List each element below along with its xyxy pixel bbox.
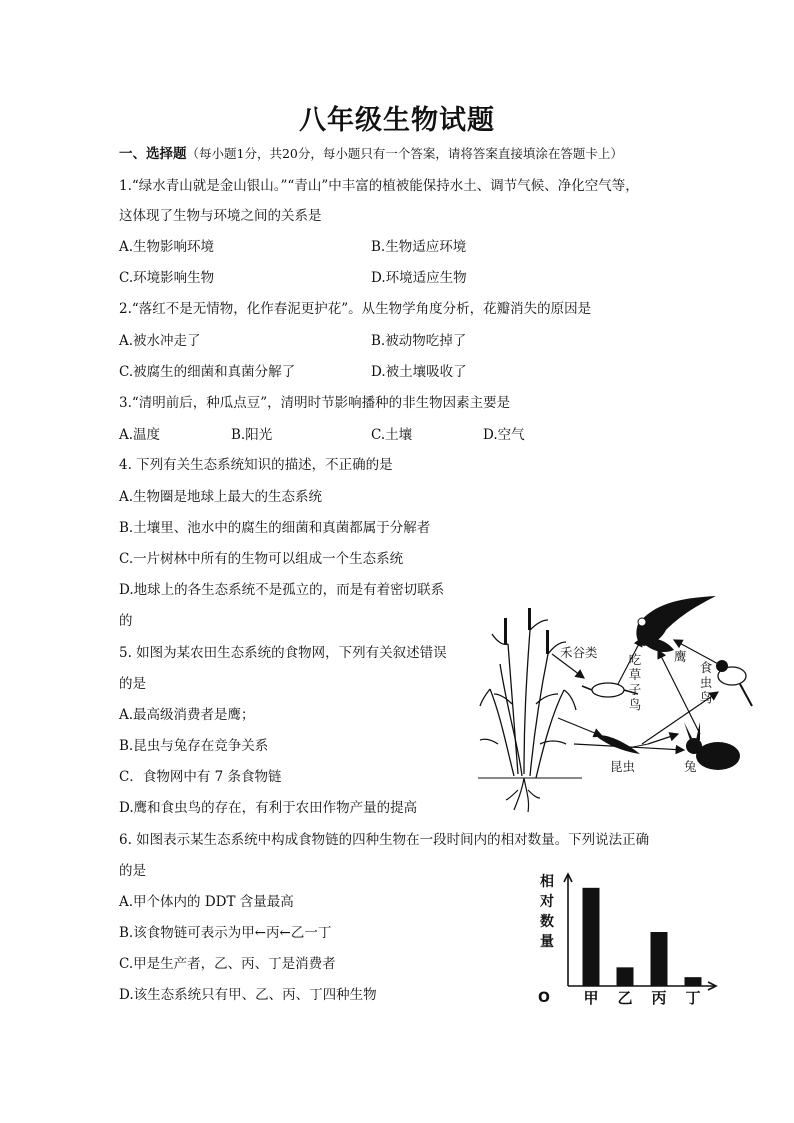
relative-quantity-figure xyxy=(532,868,722,1008)
q2-option-a: A.被水冲走了 xyxy=(119,333,201,349)
label-crop: 禾谷类 xyxy=(560,645,598,660)
q2-option-b: B.被动物吃掉了 xyxy=(371,333,467,349)
q6-option-d: D.该生态系统只有甲、乙、丙、丁四种生物 xyxy=(119,987,377,1003)
q5-stem-line2: 的是 xyxy=(119,676,146,692)
q1-option-a: A.生物影响环境 xyxy=(119,239,215,255)
q6-option-b: B.该食物链可表示为甲←丙←乙一丁 xyxy=(119,925,332,941)
q4-stem: 4. 下列有关生态系统知识的描述，不正确的是 xyxy=(119,457,393,473)
label-insect-bird-char: 食 xyxy=(699,660,713,675)
q5-option-b: B.昆虫与兔存在竞争关系 xyxy=(119,738,269,754)
label-seed-bird-char: 草 xyxy=(628,667,642,682)
food-web-drawing xyxy=(478,594,758,816)
bar-figure-svg xyxy=(532,868,722,1008)
q1-option-b: B.生物适应环境 xyxy=(371,239,467,255)
q4-option-d-line1: D.地球上的各生态系统不是孤立的，而是有着密切联系 xyxy=(119,582,445,598)
y-axis-label-char: 对 xyxy=(540,894,554,910)
x-tick-labels xyxy=(583,989,700,1007)
y-axis-label-char: 数 xyxy=(540,914,554,930)
label-insect-bird xyxy=(699,660,713,705)
q3-stem: 3.“清明前后，种瓜点豆”，清明时节影响播种的非生物因素主要是 xyxy=(119,395,511,411)
q3-option-c: C.土壤 xyxy=(371,427,413,443)
q1-stem-line2: 这体现了生物与环境之间的关系是 xyxy=(119,208,322,224)
bars xyxy=(583,888,702,986)
section-heading: 一、选择题 xyxy=(119,146,187,162)
q6-option-a: A.甲个体内的 DDT 含量最高 xyxy=(119,894,294,910)
label-insect-bird-char: 鸟 xyxy=(699,690,713,705)
q2-option-d: D.被土壤吸收了 xyxy=(371,364,467,380)
label-seed-bird xyxy=(628,652,642,712)
q1-option-d: D.环境适应生物 xyxy=(371,270,467,286)
q1-stem-line1: 1.“绿水青山就是金山银山。”“青山”中丰富的植被能保持水土、调节气候、净化空气等， xyxy=(119,178,639,194)
q1-option-c: C.环境影响生物 xyxy=(119,270,215,286)
grain-heads-icon xyxy=(504,608,549,654)
q6-stem-line1: 6. 如图表示某生态系统中构成食物链的四种生物在一段时间内的相对数量。下列说法正确 xyxy=(119,832,650,848)
bar-2 xyxy=(617,967,634,986)
insect-bird-icon xyxy=(716,660,752,706)
x-tick-label: 丙 xyxy=(651,989,667,1007)
q5-option-a: A.最高级消费者是鹰； xyxy=(119,707,255,723)
roots-icon xyxy=(506,778,540,812)
insect-icon xyxy=(596,735,648,754)
q4-option-c: C.一片树林中所有的生物可以组成一个生态系统 xyxy=(119,551,404,567)
q5-option-d: D.鹰和食虫鸟的存在，有利于农田作物产量的提高 xyxy=(119,800,418,816)
x-tick-label: 甲 xyxy=(583,989,599,1007)
x-tick-label: 乙 xyxy=(617,989,633,1007)
q3-option-b: B.阳光 xyxy=(231,427,273,443)
label-eagle: 鹰 xyxy=(674,649,687,664)
label-seed-bird-char: 吃 xyxy=(628,652,642,667)
q3-option-a: A.温度 xyxy=(119,427,161,443)
label-insect-bird-char: 虫 xyxy=(699,675,713,690)
eagle-icon xyxy=(636,596,716,652)
y-axis-label xyxy=(539,873,554,950)
q2-stem: 2.“落红不是无情物，化作春泥更护花”。从生物学角度分析，花瓣消失的原因是 xyxy=(119,301,592,317)
section-heading-line xyxy=(119,144,623,164)
axes xyxy=(538,874,716,1006)
y-axis-label-char: 相 xyxy=(540,874,554,890)
section-note: （每小题1分，共20分，每小题只有一个答案，请将答案直接填涂在答题卡上） xyxy=(186,146,623,161)
food-web-figure xyxy=(478,594,758,816)
crop-plants-icon xyxy=(480,620,576,778)
label-seed-bird-char: 子 xyxy=(628,682,642,697)
label-rabbit: 兔 xyxy=(684,759,697,774)
q2-option-c: C.被腐生的细菌和真菌分解了 xyxy=(119,364,296,380)
bar-4 xyxy=(685,977,702,986)
bar-1 xyxy=(583,888,600,986)
q4-option-d-line2: 的 xyxy=(119,613,133,629)
y-axis-label-char: 量 xyxy=(540,934,554,950)
q4-option-b: B.土壤里、池水中的腐生的细菌和真菌都属于分解者 xyxy=(119,520,431,536)
q5-stem-line1: 5. 如图为某农田生态系统的食物网，下列有关叙述错误 xyxy=(119,645,447,661)
bar-3 xyxy=(651,932,668,986)
label-seed-bird-char: 鸟 xyxy=(628,697,642,712)
origin-label: O xyxy=(538,990,550,1006)
q4-option-a: A.生物圈是地球上最大的生态系统 xyxy=(119,489,323,505)
q5-option-c: C．食物网中有 7 条食物链 xyxy=(119,769,282,785)
q6-option-c: C.甲是生产者，乙、丙、丁是消费者 xyxy=(119,956,336,972)
x-tick-label: 丁 xyxy=(685,989,701,1007)
label-insect: 昆虫 xyxy=(610,759,636,774)
q6-stem-line2: 的是 xyxy=(119,863,146,879)
q3-option-d: D.空气 xyxy=(483,427,525,443)
page-title: 八年级生物试题 xyxy=(299,105,495,136)
